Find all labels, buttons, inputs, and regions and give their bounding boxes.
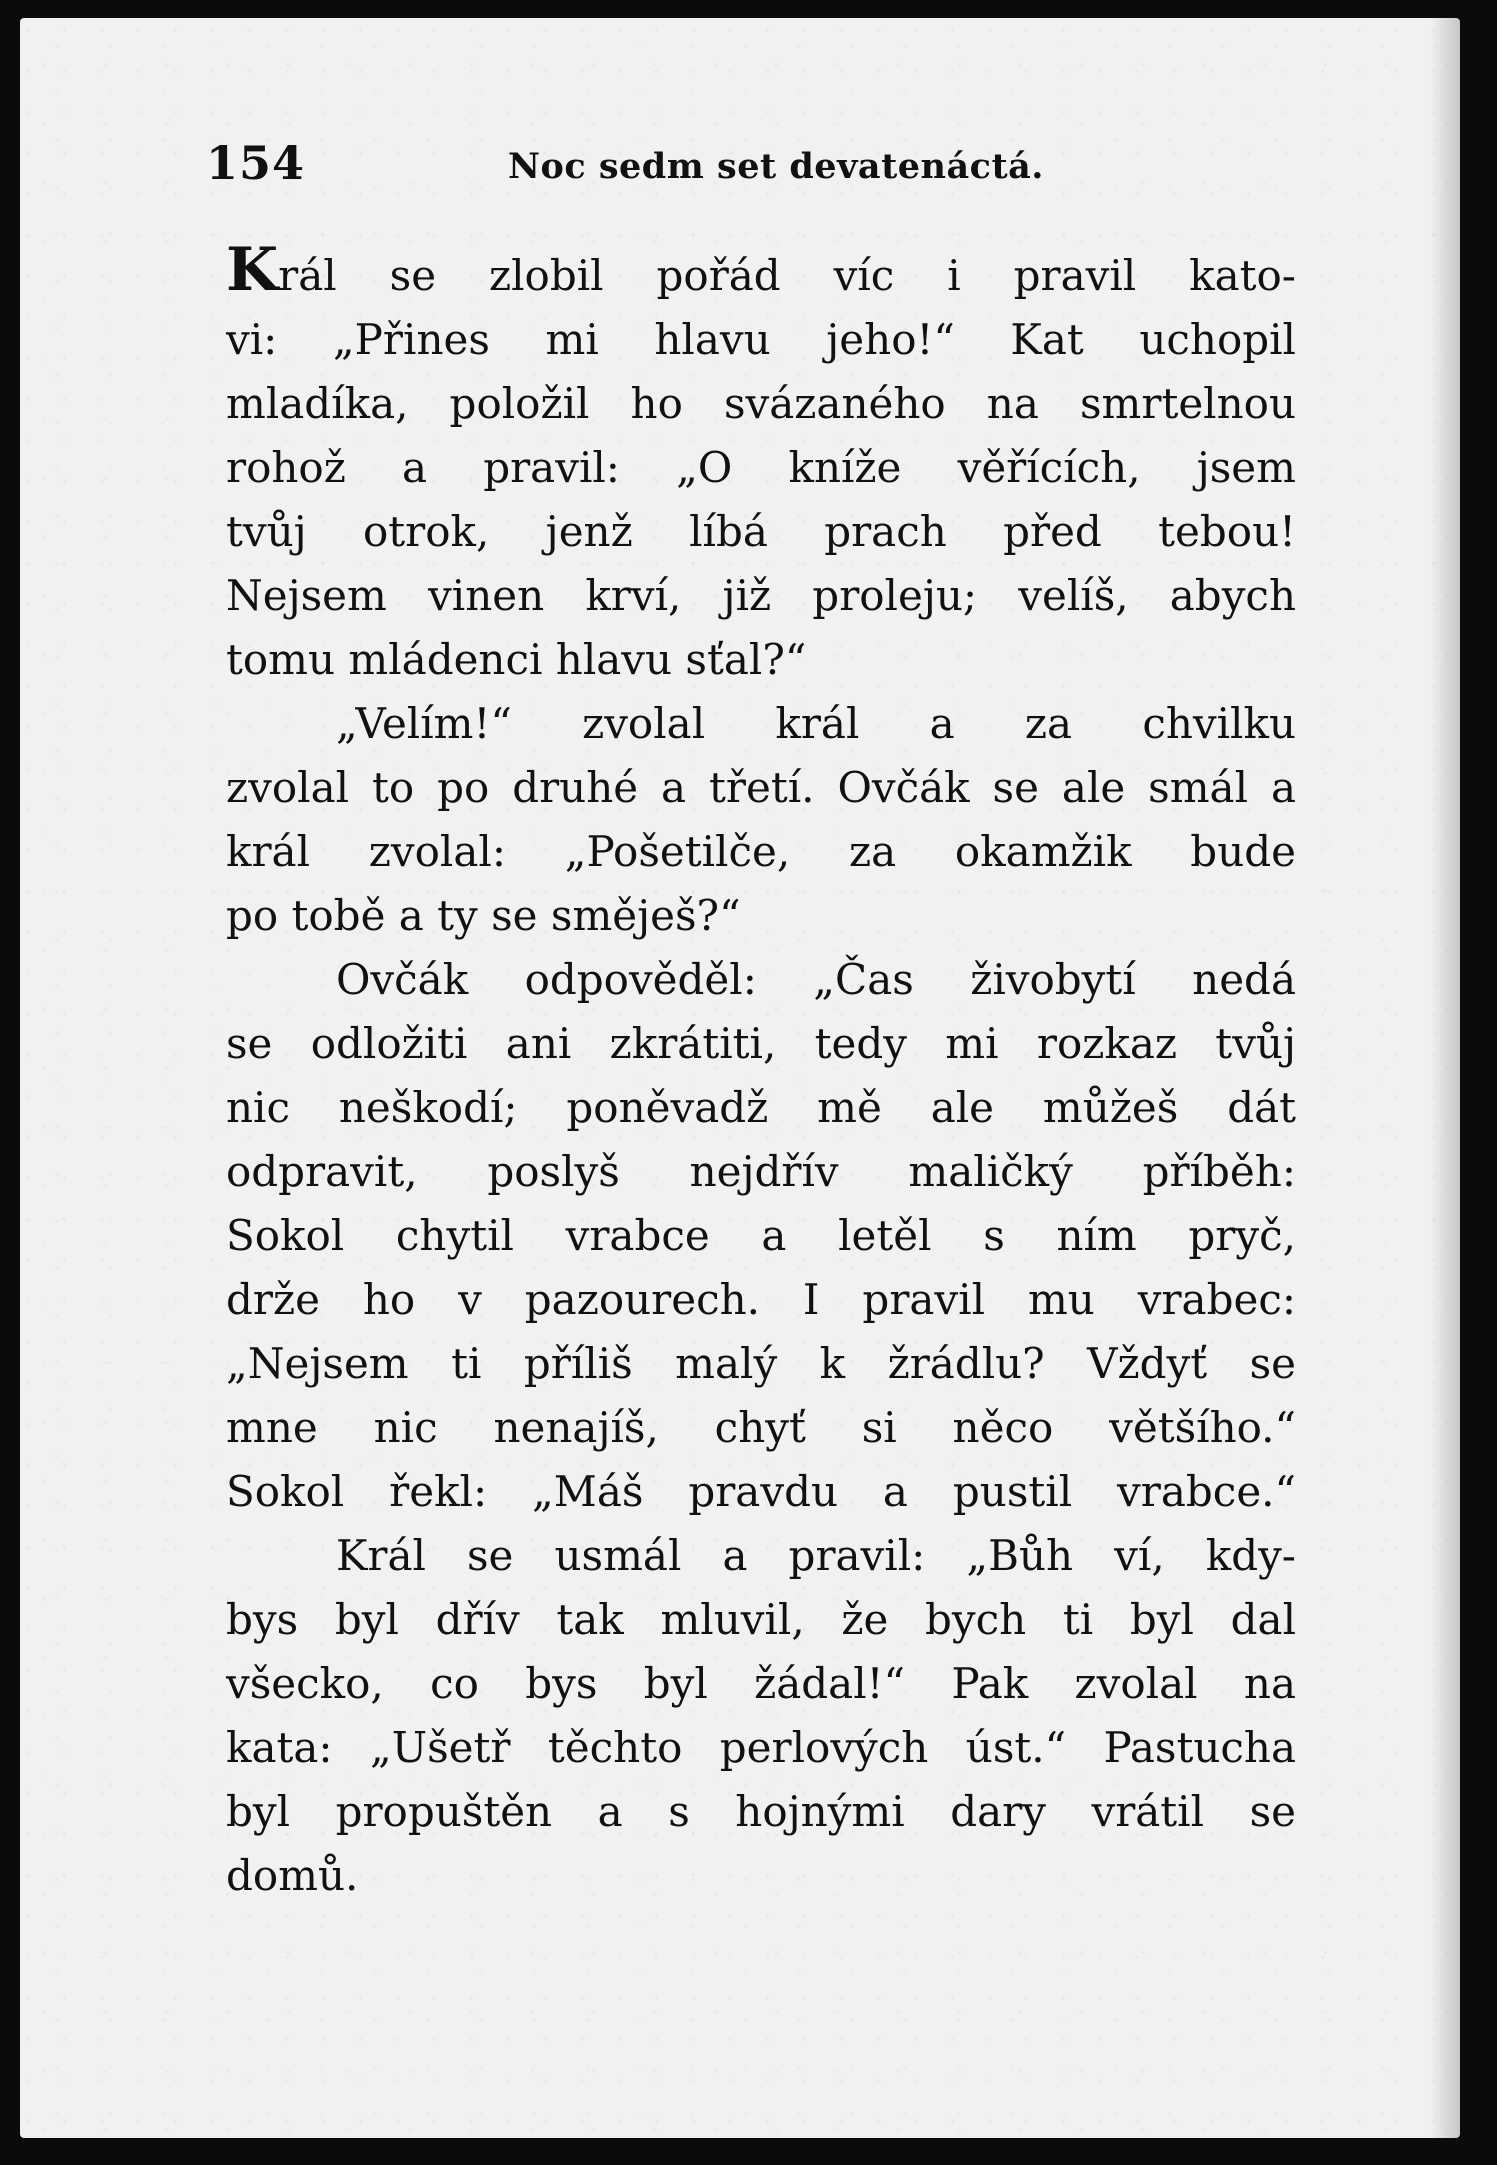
drop-cap: K — [226, 235, 279, 305]
body-text — [226, 235, 1296, 1908]
text-line: „Nejsem ti příliš malý k žrádlu? Vždyť se — [226, 1339, 1296, 1388]
text-line: po tobě a ty se směješ?“ — [226, 891, 741, 940]
text-line: nic neškodí; poněvadž mě ale můžeš dát — [226, 1083, 1296, 1132]
text-line: kata: „Ušetř těchto perlových úst.“ Pastucha — [226, 1723, 1296, 1772]
running-head: Noc sedm set devatenáctá. — [508, 146, 1044, 187]
text-line: „Velím!“ zvolal král a za chvilku — [336, 699, 1296, 748]
text-line-content: rál se zlobil pořád víc i pravil kato- — [278, 251, 1296, 300]
text-line: odpravit, poslyš nejdřív maličký příběh: — [226, 1147, 1296, 1196]
text-line: Sokol řekl: „Máš pravdu a pustil vrabce.“ — [226, 1467, 1296, 1516]
text-line: vi: „Přines mi hlavu jeho!“ Kat uchopil — [226, 315, 1296, 364]
text-line: král zvolal: „Pošetilče, za okamžik bude — [226, 827, 1296, 876]
text-line: Ovčák odpověděl: „Čas živobytí nedá — [336, 955, 1296, 1004]
text-line: všecko, co bys byl žádal!“ Pak zvolal na — [226, 1659, 1296, 1708]
page-header — [206, 136, 1296, 196]
text-line: se odložiti ani zkrátiti, tedy mi rozkaz tvůj — [226, 1019, 1296, 1068]
text-line: tomu mládenci hlavu sťal?“ — [226, 635, 807, 684]
page-number: 154 — [206, 136, 306, 190]
text-line: rohož a pravil: „O kníže věřících, jsem — [226, 443, 1296, 492]
text-line — [226, 235, 1296, 308]
text-line: mladíka, položil ho svázaného na smrtelnou — [226, 379, 1296, 428]
text-line: Nejsem vinen krví, již proleju; velíš, abych — [226, 571, 1296, 620]
book-page — [20, 18, 1460, 2138]
text-line: Sokol chytil vrabce a letěl s ním pryč, — [226, 1211, 1296, 1260]
text-line: drže ho v pazourech. I pravil mu vrabec: — [226, 1275, 1296, 1324]
text-line: byl propuštěn a s hojnými dary vrátil se — [226, 1787, 1296, 1836]
text-line: tvůj otrok, jenž líbá prach před tebou! — [226, 507, 1296, 556]
text-line: Král se usmál a pravil: „Bůh ví, kdy- — [336, 1531, 1296, 1580]
text-line: zvolal to po druhé a třetí. Ovčák se ale smál a — [226, 763, 1296, 812]
text-line: domů. — [226, 1851, 359, 1900]
text-line: mne nic nenajíš, chyť si něco většího.“ — [226, 1403, 1296, 1452]
page-spine-shadow — [1430, 18, 1460, 2138]
text-line: bys byl dřív tak mluvil, že bych ti byl dal — [226, 1595, 1296, 1644]
